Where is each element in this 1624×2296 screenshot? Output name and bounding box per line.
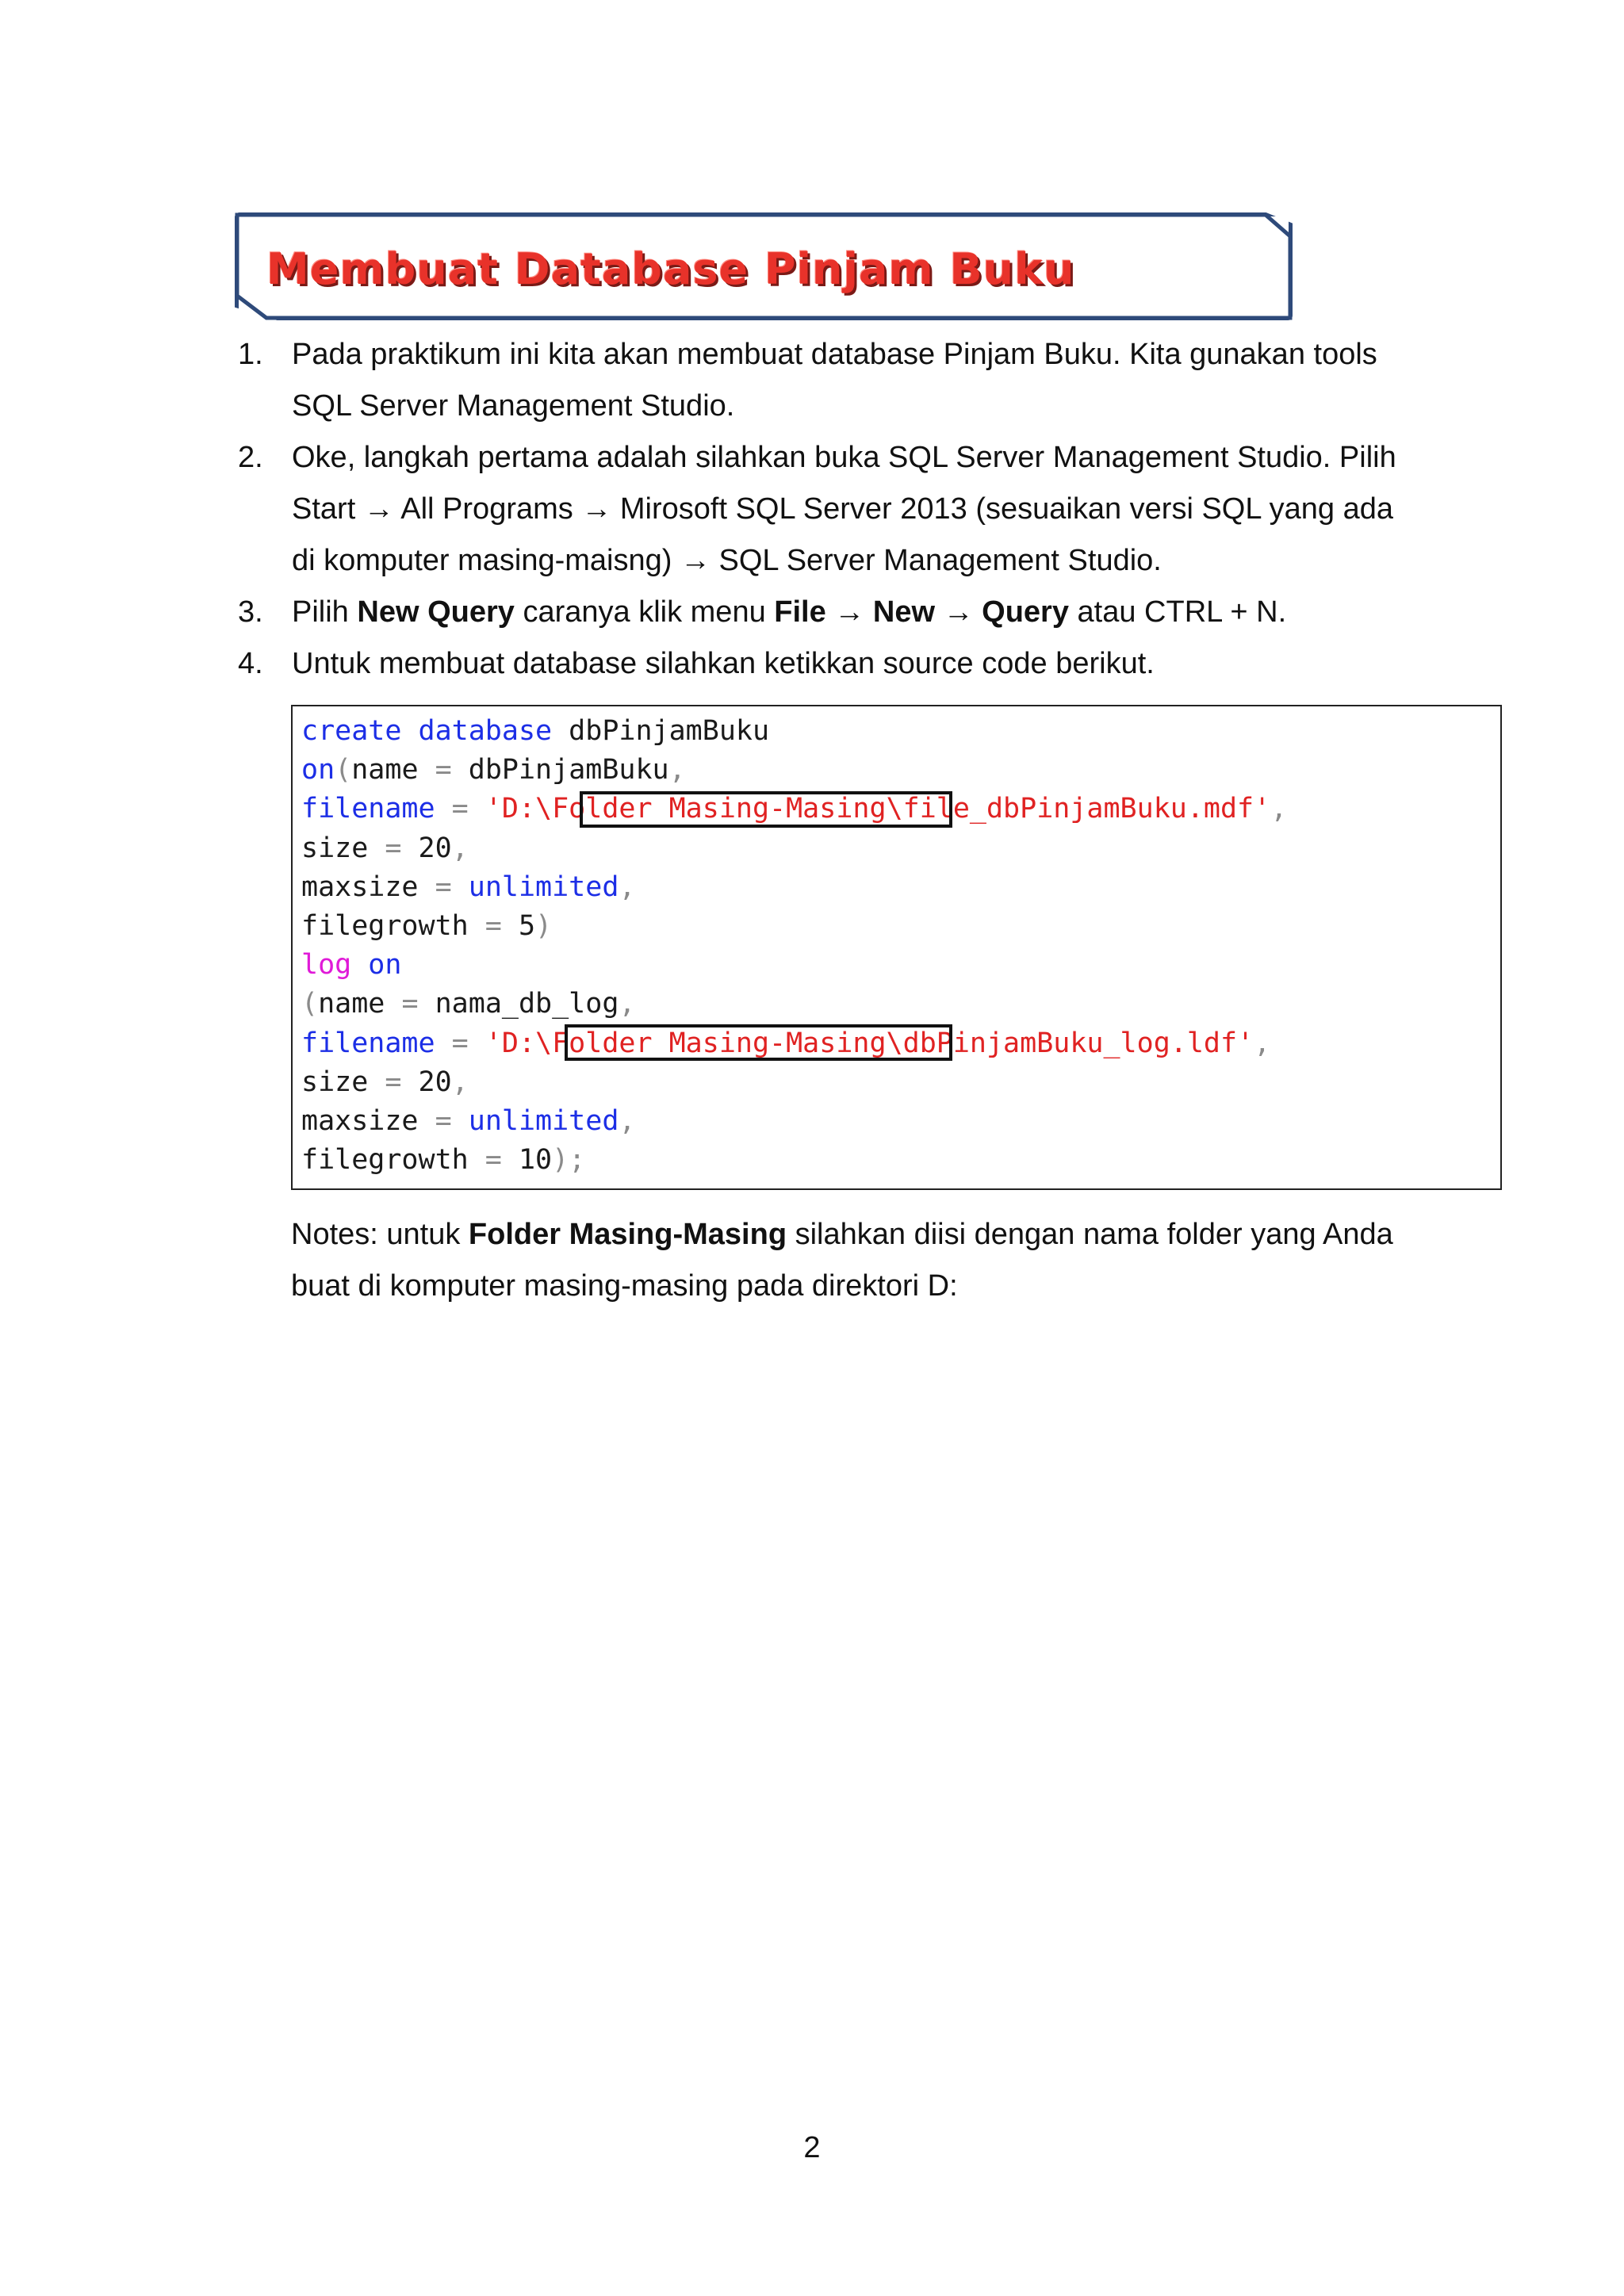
folder-highlight-box [565, 1024, 952, 1061]
step-number: 3. [238, 595, 263, 629]
section-title: Membuat Database Pinjam Buku [266, 244, 1075, 294]
step-text: SQL Server Management Studio. [292, 389, 735, 423]
page-number: 2 [803, 2131, 821, 2164]
folder-highlight-box [580, 791, 952, 828]
step-text: Untuk membuat database silahkan ketikkan source code berikut. [292, 647, 1155, 680]
notes-line: buat di komputer masing-masing pada direktori D: [291, 1269, 958, 1303]
step-text: Pada praktikum ini kita akan membuat database Pinjam Buku. Kita gunakan tools [292, 338, 1377, 371]
step-text: Oke, langkah pertama adalah silahkan buka SQL Server Management Studio. Pilih [292, 441, 1396, 474]
step-number: 2. [238, 441, 263, 474]
step-item [238, 587, 1411, 638]
step-text: di komputer masing-maisng) → SQL Server Management Studio. [292, 544, 1162, 577]
step-text: Pilih New Query caranya klik menu File → New → Query atau CTRL + N. [292, 595, 1287, 629]
step-text: Start → All Programs → Mirosoft SQL Server 2013 (sesuaikan versi SQL yang ada [292, 492, 1393, 526]
step-number: 4. [238, 647, 263, 680]
notes-paragraph [291, 1209, 1417, 1312]
step-item [238, 638, 1411, 690]
notes-line: Notes: untuk Folder Masing-Masing silahkan diisi dengan nama folder yang Anda [291, 1218, 1393, 1251]
sql-code: create database dbPinjamBuku on(name = dbPinjamBuku, filename = 'D:\Folder Masing-Masing\file_dbPinjamBuku.mdf', size = 20, maxsize = unlimited, filegrowth = 5) log on (name = nama_db_log, filename = 'D:\Folder Masing-Masing\dbPinjamBuku_log.ldf', size = 20, maxsize = unlimited, filegrowth = 10); [301, 715, 1288, 1177]
steps-list [238, 329, 1411, 690]
step-item [238, 329, 1411, 432]
step-number: 1. [238, 338, 263, 371]
step-item [238, 432, 1411, 587]
